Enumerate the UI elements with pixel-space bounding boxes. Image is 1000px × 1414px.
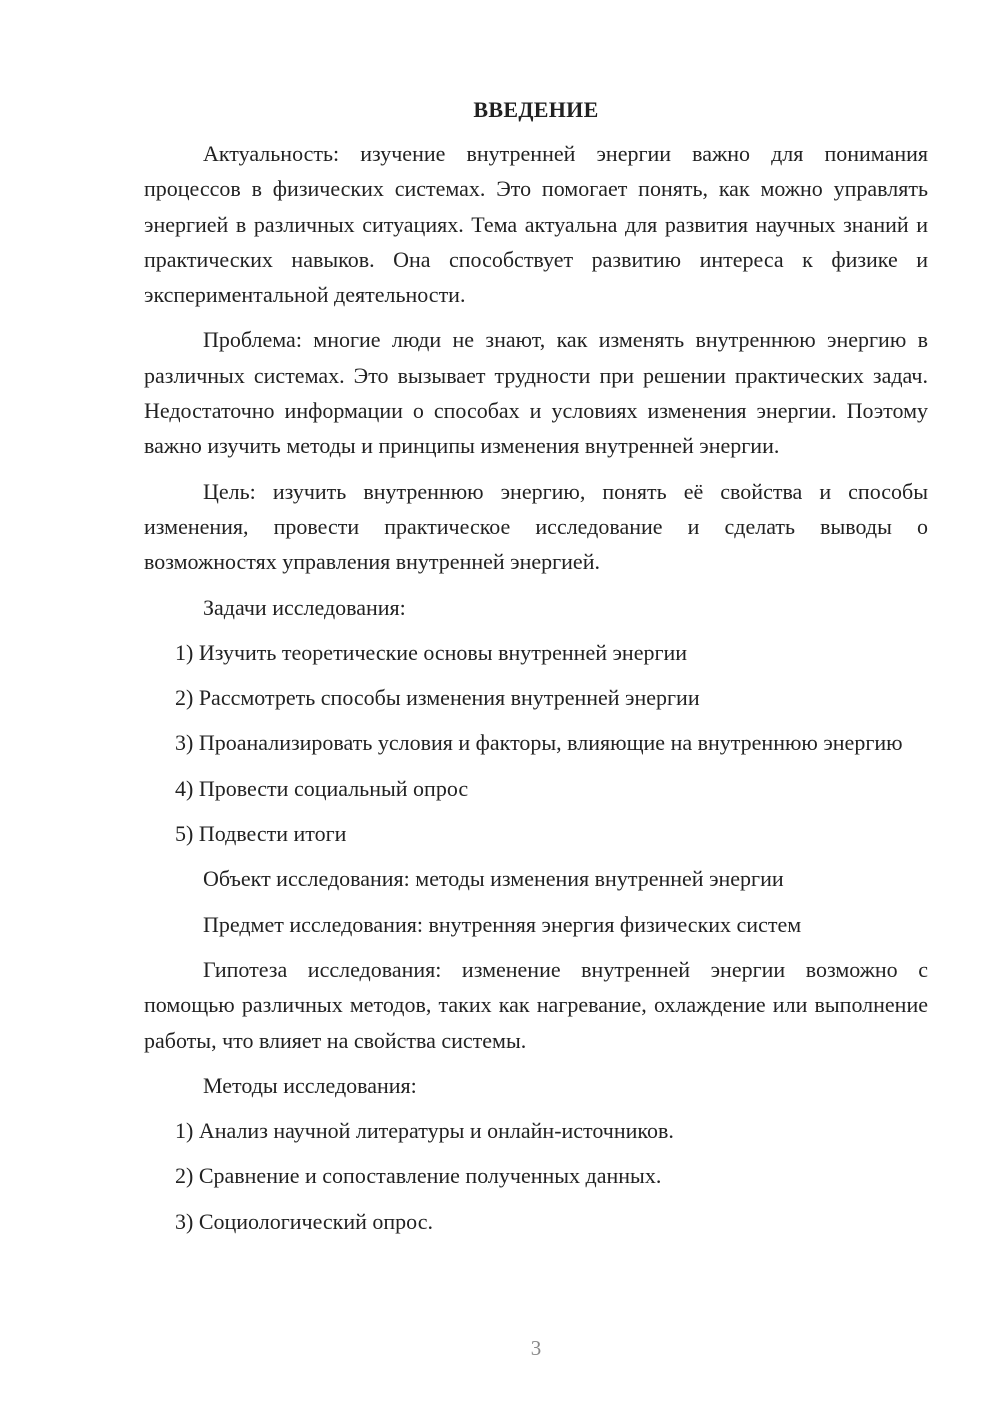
goal-paragraph: Цель: изучить внутреннюю энергию, понять её свойства и способы изменения, провести практическое исследование и сделать выводы о возможностях управления внутренней энергией. (144, 478, 928, 575)
page-number: 3 (530, 1336, 542, 1360)
method-item: 2) Сравнение и сопоставление полученных данных. (175, 1163, 662, 1189)
method-item: 1) Анализ научной литературы и онлайн-источников. (175, 1118, 674, 1144)
task-item: 2) Рассмотреть способы изменения внутренней энергии (175, 685, 700, 711)
problem-paragraph: Проблема: многие люди не знают, как изменять внутреннюю энергию в различных системах. Это вызывает трудности при решении практических задач. Недостаточно информации о способах и условиях изменения энергии. Поэтому важно изучить методы и принципы изменения внутренней энергии. (144, 327, 928, 459)
task-item: 1) Изучить теоретические основы внутренней энергии (175, 639, 688, 665)
task-item: 3) Проанализировать условия и факторы, влияющие на внутреннюю энергию (175, 730, 903, 756)
task-item: 4) Провести социальный опрос (175, 775, 469, 801)
task-item: 5) Подвести итоги (175, 821, 347, 847)
subject-paragraph: Предмет исследования: внутренняя энергия физических систем (203, 911, 802, 937)
tasks-heading: Задачи исследования: (203, 594, 406, 620)
method-item: 3) Социологический опрос. (175, 1208, 433, 1234)
hypothesis-paragraph: Гипотеза исследования: изменение внутренней энергии возможно с помощью различных методов, таких как нагревание, охлаждение или выполнение работы, что влияет на свойства системы. (144, 956, 928, 1053)
page-title: ВВЕДЕНИЕ (473, 97, 599, 122)
methods-heading: Методы исследования: (203, 1072, 417, 1098)
object-paragraph: Объект исследования: методы изменения внутренней энергии (203, 866, 784, 892)
relevance-paragraph: Актуальность: изучение внутренней энергии важно для понимания процессов в физических системах. Это помогает понять, как можно управлять энергией в различных ситуациях. Тема актуальна для развития научных знаний и практических навыков. Она способствует развитию интереса к физике и экспериментальной деятельности. (144, 141, 928, 308)
